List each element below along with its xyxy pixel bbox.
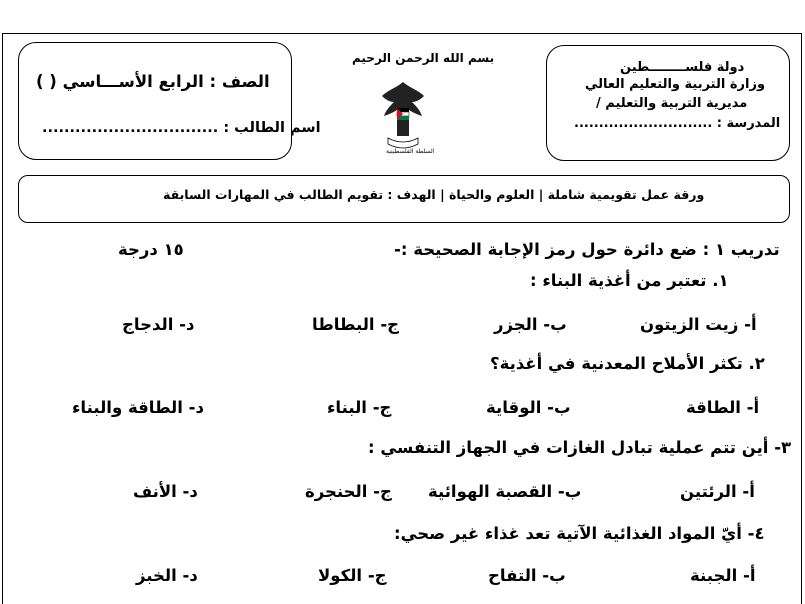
q2-option-c: ج- البناء <box>327 398 392 417</box>
exercise-score: ١٥ درجة <box>118 240 184 259</box>
student-info-box <box>18 42 292 160</box>
q4-option-c: ج- الكولا <box>318 566 387 585</box>
emblem-caption: السلطة الفلسطينية <box>386 148 435 155</box>
q2-option-d: د- الطاقة والبناء <box>72 398 204 417</box>
directorate-name: مديرية التربية والتعليم / <box>596 96 748 111</box>
ministry-name: وزارة التربية والتعليم العالي <box>585 77 766 92</box>
q4-option-b: ب- التفاح <box>488 566 566 585</box>
q2-option-b: ب- الوقاية <box>486 398 571 417</box>
question-4: ٤- أيّ المواد الغذائية الآتية تعد غذاء غير صحي: <box>394 524 765 543</box>
exercise-heading: تدريب ١ : ضع دائرة حول رمز الإجابة الصحيحة :- <box>394 240 780 259</box>
q1-option-a: أ- زيت الزيتون <box>640 315 757 334</box>
worksheet-title: ورقة عمل تقويمية شاملة | العلوم والحياة | الهدف : تقويم الطالب في المهارات السابقة <box>163 187 705 202</box>
q3-option-d: د- الأنف <box>133 482 198 501</box>
student-name-field: اسم الطالب : ................................ <box>42 120 321 136</box>
q4-option-d: د- الخبز <box>136 566 198 585</box>
q3-option-c: ج- الحنجرة <box>305 482 392 501</box>
q4-option-a: أ- الجبنة <box>690 566 756 585</box>
question-2: ٢. تكثر الأملاح المعدنية في أغذية؟ <box>490 354 765 373</box>
q2-option-a: أ- الطاقة <box>686 398 760 417</box>
grade-field: الصف : الرابع الأســـاسي ( ) <box>36 72 270 91</box>
basmala: بسم الله الرحمن الرحيم <box>352 51 495 65</box>
country-name: دولة فلســــــــطين <box>620 60 745 75</box>
school-field: المدرسة : ............................ <box>574 116 781 131</box>
q1-option-c: ج- البطاطا <box>312 315 400 334</box>
q3-option-b: ب- القصبة الهوائية <box>428 482 582 501</box>
q1-option-d: د- الدجاج <box>122 315 195 334</box>
q3-option-a: أ- الرئتين <box>680 482 755 501</box>
q1-option-b: ب- الجزر <box>494 315 567 334</box>
question-1: ١. تعتبر من أغذية البناء : <box>530 271 729 290</box>
question-3: ٣- أين تتم عملية تبادل الغازات في الجهاز التنفسي : <box>368 438 792 457</box>
